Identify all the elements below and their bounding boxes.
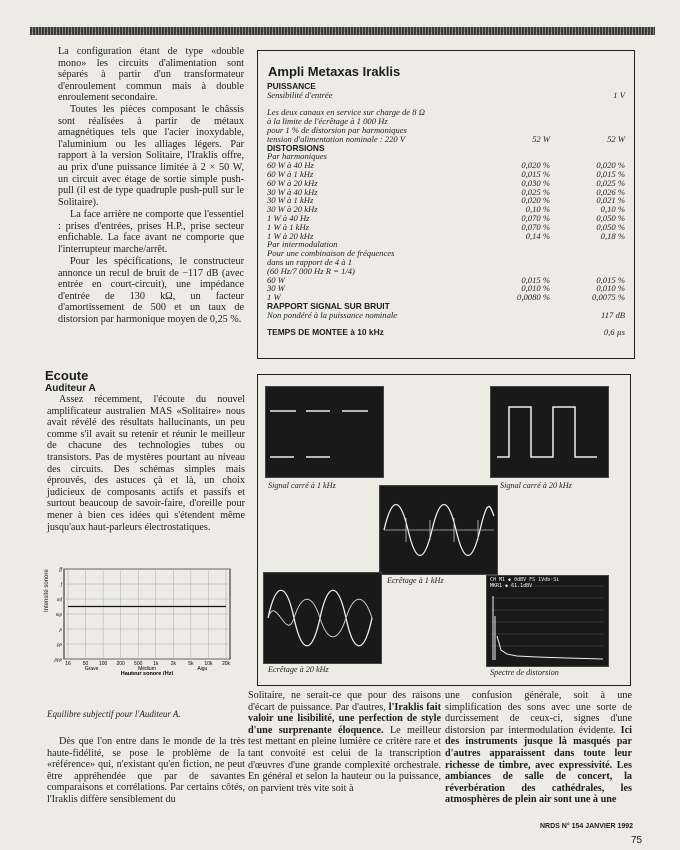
spec-cell-label: à la limite de l'écrêtage à 1 000 Hz <box>267 116 388 127</box>
paragraph: La configuration étant de type «double mono» les circuits d'alimentation sont séparés à partir d'un transformateur d'enroulement commun mais à double enroulement secondaire. <box>58 46 244 104</box>
balance-chart <box>52 565 232 675</box>
spec-cell-v1 <box>475 258 550 267</box>
spec-cell-v1: 0,025 % <box>521 186 550 197</box>
spec-cell-v2: 0,010 % <box>596 283 625 294</box>
scope-caption: Ecrêtage à 20 kHz <box>268 665 329 674</box>
chart-x-tick: 500 <box>134 661 143 667</box>
spec-cell-label: PUISSANCE <box>267 81 316 91</box>
spec-cell-v2: 0,020 % <box>596 160 625 171</box>
spec-cell-v2: 0,015 % <box>596 168 625 179</box>
spec-cell-v1 <box>475 249 550 258</box>
page-number: 75 <box>631 835 643 846</box>
paragraph: Assez récemment, l'écoute du nouvel amplificateur australien MAS «Solitaire» nous avait révélé des résultats hallucinants, un peu comme s'il avait su retenir et réunir le meilleur de chacune des technologies tubes ou transistors. Pas de mystères pourtant au niveau des circuits. Des schémas simples mais éprouvés, des astuces çà et là, un choix judicieux de composants actifs et passifs et surtout beaucoup de savoir-faire, d'oreille pour mener à bien ces idées qui s'étendent même jusqu'aux haut-parleurs électrostatiques. <box>47 394 245 533</box>
spec-cell-v2 <box>550 258 625 267</box>
spec-cell-v1: 0,070 % <box>521 212 550 223</box>
text-run-bold: l'Iraklis fait valoir une lisibilité, une perfection de style d'une surprenante éloquence. <box>248 701 441 736</box>
spec-cell-v1: 52 W <box>532 133 550 144</box>
spec-cell-v1 <box>475 100 550 109</box>
spec-cell-v1 <box>475 311 550 320</box>
paragraph <box>248 690 441 794</box>
chart-y-tick: ppp <box>54 658 62 663</box>
scope-caption: Spectre de distorsion <box>490 668 559 677</box>
spec-cell-v2: 0,18 % <box>600 230 625 241</box>
chart-x-tick: 16 <box>65 661 71 667</box>
spec-cell-label: 30 W à 1 kHz <box>267 195 314 206</box>
scope-clip-1khz <box>379 485 498 575</box>
spec-row <box>267 311 625 320</box>
scope-square-1khz <box>265 386 384 478</box>
spec-cell-v1 <box>475 144 550 153</box>
spec-cell-label: Sensibilité d'entrée <box>267 89 333 100</box>
chart-x-tick: 100 <box>98 661 108 667</box>
spec-cell-label: 60 W à 20 kHz <box>267 177 318 188</box>
spec-cell-label: 60 W à 1 kHz <box>267 168 314 179</box>
spec-cell-label: dans un rapport de 4 à 1 <box>267 256 352 267</box>
subheading: Auditeur A <box>45 383 96 394</box>
chart-y-tick: mf <box>57 598 62 603</box>
spec-cell-label: Non pondéré à la puissance nominale <box>267 309 398 320</box>
spec-cell-v2: 52 W <box>607 133 625 144</box>
spec-cell-v2 <box>550 249 625 258</box>
spec-row <box>267 267 625 276</box>
spec-row <box>267 328 625 337</box>
chart-x-tick: 5k <box>188 661 194 667</box>
spec-cell-label: tension d'alimentation nominale : 220 V <box>267 133 406 144</box>
spec-row <box>267 170 625 179</box>
paragraph: Toutes les pièces composant le châssis sont réalisées à partir de métaux amagnétiques tels que l'acier inoxydable, l'aluminium ou les alliages légers. Par rapport à la version Solitaire, l'Iraklis offre, au prix d'une puissance limitée à 2 × 50 W, un circuit avec étage de sortie simple push-pull (il est de type quadruple push-pull sur le Solitaire). <box>58 104 244 208</box>
spec-row <box>267 196 625 205</box>
spec-cell-label: Les deux canaux en service sur charge de 8 Ω <box>267 107 425 118</box>
spec-cell-v1 <box>475 108 550 117</box>
chart-x-tick: 50 <box>82 661 89 667</box>
chart-y-tick: f <box>60 583 62 588</box>
spec-cell-v2: 117 dB <box>601 309 625 320</box>
spec-row <box>267 179 625 188</box>
spec-title: Ampli Metaxas Iraklis <box>268 64 401 79</box>
spec-row <box>267 284 625 293</box>
chart-y-tick: p <box>59 628 62 633</box>
chart-y-tick: pp <box>57 643 62 648</box>
spec-cell-label: 60 W à 40 Hz <box>267 160 314 171</box>
chart-y-tick: ff <box>59 568 62 573</box>
spec-cell-label: Par intermodulation <box>267 239 338 250</box>
spec-cell-v2: 1 V <box>613 89 625 100</box>
spec-cell-v1 <box>475 240 550 249</box>
spec-cell-v2 <box>550 108 625 117</box>
chart-x-tick: 20k <box>221 661 231 667</box>
spec-row <box>267 152 625 161</box>
scope-spectrum <box>486 575 609 667</box>
spec-table <box>267 82 625 337</box>
spec-cell-v1 <box>475 328 550 337</box>
spec-cell-v1: 0,010 % <box>521 283 550 294</box>
spec-cell-label: 1 W à 40 Hz <box>267 212 310 223</box>
spec-cell-v1: 0,020 % <box>521 195 550 206</box>
header-rule <box>30 27 655 35</box>
paragraph: Dès que l'on entre dans le monde de la très haute-fidélité, se pose le problème de la «référence» qui, n'existant qu'en fiction, ne peut être appréhendée que par de savantes comparaisons et corrélations. Par certains côtés, l'Iraklis diffère sensiblement du <box>47 736 245 805</box>
spec-cell-v1: 0,0080 % <box>517 292 550 303</box>
spec-row <box>267 214 625 223</box>
spec-cell-label: 1 W à 1 kHz <box>267 221 310 232</box>
chart-x-tick: 200 <box>116 661 125 667</box>
spec-cell-v1: 0,015 % <box>521 274 550 285</box>
spec-cell-v1: 0,030 % <box>521 177 550 188</box>
spectrum-readout: MKR1 ◆ 61.1dBV <box>490 583 533 589</box>
spec-cell-v2: 0,0075 % <box>592 292 625 303</box>
chart-y-tick: mp <box>55 613 62 618</box>
paragraph <box>445 690 632 806</box>
spectrum-readout: CH M1 ◆ 0dBV FS 1Vdb·Si <box>490 577 560 583</box>
spec-cell-v1: 0,14 % <box>525 230 550 241</box>
spec-cell-v1 <box>475 117 550 126</box>
spec-cell-label: 1 W à 20 kHz <box>267 230 314 241</box>
chart-x-group: Médium <box>138 666 156 672</box>
spec-cell-v2 <box>550 100 625 109</box>
chart-xlabel: Hauteur sonore (Hz) <box>120 671 174 675</box>
scope-clip-20khz <box>263 572 382 664</box>
spec-cell-v2: 0,015 % <box>596 274 625 285</box>
spec-cell-v1: 0,070 % <box>521 221 550 232</box>
spec-cell-v1 <box>475 302 550 311</box>
spec-row <box>267 91 625 100</box>
spec-cell-v1: 0,020 % <box>521 160 550 171</box>
chart-ylabel: Intensité sonore <box>44 569 50 612</box>
spec-row <box>267 205 625 214</box>
spec-cell-v2 <box>550 240 625 249</box>
chart-x-tick: 10k <box>204 661 213 667</box>
text-run-bold: Ici des instruments jusque là masqués par d'autres apparaissent dans toute leur richesse de timbre, avec expressivité. Les ambiances de salle de concert, la réverbération des cathédrales, les atmosphères de plein air sont une à une <box>445 724 632 806</box>
spec-cell-label: 30 W <box>267 283 285 294</box>
spec-cell-v2 <box>550 144 625 153</box>
spec-row <box>267 276 625 285</box>
page-footer: NRDS N° 154 JANVIER 1992 <box>540 823 634 830</box>
spec-cell-label: 60 W <box>267 274 285 285</box>
spec-cell-v2: 0,026 % <box>596 186 625 197</box>
spec-cell-label: (60 Hz/7 000 Hz R = 1/4) <box>267 265 355 276</box>
spec-cell-v1: 0,10 % <box>525 204 550 215</box>
scope-square-20khz <box>490 386 609 478</box>
spec-cell-label: 1 W <box>267 292 281 303</box>
scope-caption: Signal carré à 20 kHz <box>500 481 572 490</box>
spec-cell-label: RAPPORT SIGNAL SUR BRUIT <box>267 300 390 311</box>
text-run: une confusion générale, soit à une simplification des sons avec une sorte de durcissement de ceux-ci, signes d'une distorsion par intermodulation évidente. <box>445 690 632 736</box>
chart-caption: Equilibre subjectif pour l'Auditeur A. <box>47 709 181 719</box>
spec-cell-v1: 0,015 % <box>521 168 550 179</box>
spec-cell-v2 <box>550 117 625 126</box>
spec-cell-v2: 0,050 % <box>596 212 625 223</box>
chart-x-group: Aigu <box>197 666 208 672</box>
scope-caption: Ecrêtage à 1 kHz <box>387 576 444 585</box>
spec-cell-label: DISTORSIONS <box>267 142 325 153</box>
spec-row <box>267 161 625 170</box>
spec-cell-label: 30 W à 40 kHz <box>267 186 318 197</box>
text-run: Solitaire, ne serait-ce que pour des raisons d'écart de puissance. Par d'autres, <box>248 690 441 713</box>
spec-cell-label: Pour une combinaison de fréquences <box>267 248 395 259</box>
spec-cell-label: 30 W à 20 kHz <box>267 204 318 215</box>
spec-row <box>267 188 625 197</box>
spec-row <box>267 223 625 232</box>
section-heading: Ecoute <box>45 368 89 383</box>
spec-cell-v1 <box>475 320 550 329</box>
text-run: Le meilleur test mettant en pleine lumière ce critère rare et tant convoité est celui de la transcription d'œuvres d'une grande complexité orchestrale. En général et selon la hauteur ou la puissance, on parvient très vite soit à <box>248 724 441 794</box>
chart-x-tick: 2k <box>170 661 176 667</box>
chart-x-group: Grave <box>84 666 99 672</box>
spec-cell-v2: 0,021 % <box>596 195 625 206</box>
spec-cell-v2: 0,050 % <box>596 221 625 232</box>
spec-cell-v1 <box>475 91 550 100</box>
chart-x-tick: 1k <box>153 661 159 667</box>
spec-cell-v2: 0,025 % <box>596 177 625 188</box>
spec-cell-label: TEMPS DE MONTEE à 10 kHz <box>267 327 384 338</box>
spec-cell-label: Par harmoniques <box>267 151 327 162</box>
paragraph: La face arrière ne comporte que l'essentiel : prises d'entrées, prises H.P., prise secteur enfichable. La face avant ne comporte que l'interrupteur marche/arrêt. <box>58 209 244 255</box>
spec-cell-v2: 0,10 % <box>600 204 625 215</box>
spec-cell-v2: 0,6 µs <box>603 327 625 338</box>
spec-cell-v1 <box>475 82 550 91</box>
scope-caption: Signal carré à 1 kHz <box>268 481 336 490</box>
paragraph: Pour les spécifications, le constructeur annonce un recul de bruit de −117 dB (avec entrée en court-circuit), une impédance d'entrée de 130 kΩ, un facteur d'amortissement de 500 et un taux de distorsion par harmonique moyen de 0,25 %. <box>58 256 244 325</box>
spec-cell-label: pour 1 % de distorsion par harmoniques <box>267 124 407 135</box>
